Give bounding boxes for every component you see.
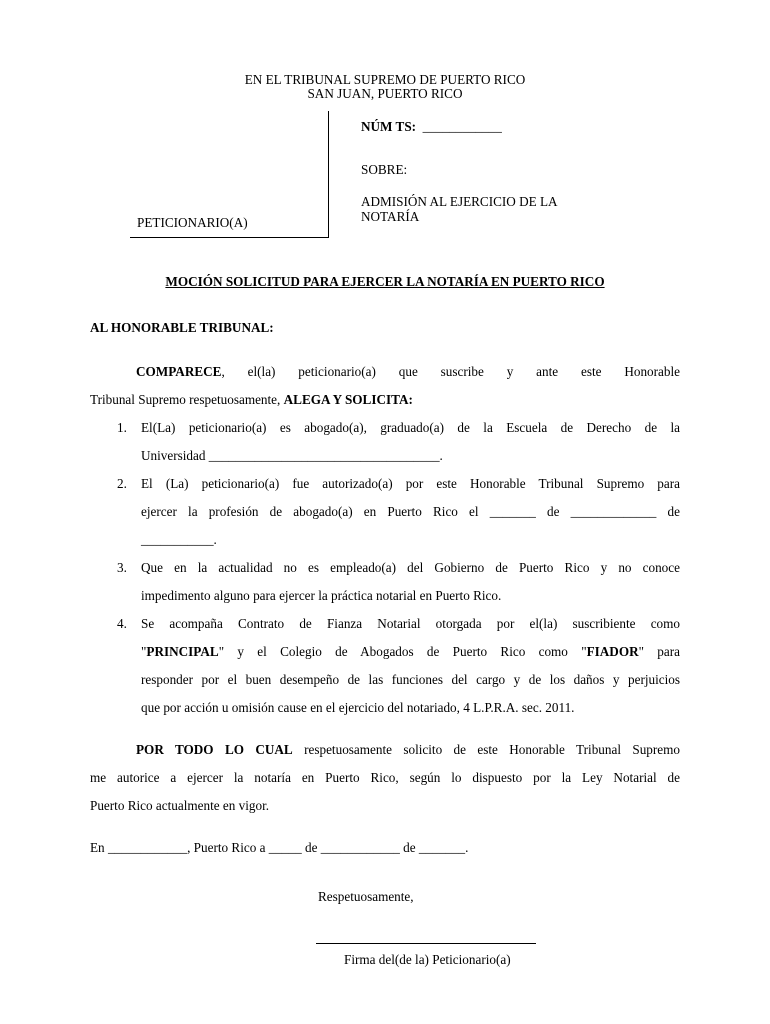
- respectfully: Respetuosamente,: [318, 889, 414, 904]
- item-4-line-3: responder por el buen desempeño de las funciones del cargo y de los daños y perjuicios: [141, 672, 680, 687]
- caption-vertical-divider: [328, 111, 329, 238]
- item-1-number: 1.: [117, 420, 127, 435]
- court-name: EN EL TRIBUNAL SUPREMO DE PUERTO RICO: [244, 72, 526, 87]
- intro-line-2-bold: ALEGA Y SOLICITA:: [283, 392, 413, 407]
- item-3-number: 3.: [117, 560, 127, 575]
- item-1-line-2: Universidad ___________________________________.: [141, 448, 443, 463]
- fiador-term: FIADOR: [586, 644, 639, 659]
- item-3-line-2: impedimento alguno para ejercer la práctica notarial en Puerto Rico.: [141, 588, 502, 603]
- item-2-line-2: ejercer la profesión de abogado(a) en Puerto Rico el _______ de _____________ de: [141, 504, 680, 519]
- caption-horizontal-divider: [130, 237, 329, 238]
- item-2-number: 2.: [117, 476, 127, 491]
- intro-line-2: [90, 392, 413, 408]
- subject-line-2: NOTARÍA: [361, 209, 420, 224]
- salutation: AL HONORABLE TRIBUNAL:: [90, 320, 274, 335]
- case-number-blank: ____________: [422, 119, 502, 134]
- item-4-number: 4.: [117, 616, 127, 631]
- item-4-line-2: [141, 644, 680, 660]
- closing-line-3: Puerto Rico actualmente en vigor.: [90, 798, 270, 813]
- item-4-line-1: Se acompaña Contrato de Fianza Notarial otorgada por el(la) suscribiente como: [141, 616, 680, 631]
- intro-line-1-text: , el(la) peticionario(a) que suscribe y ante este Honorable: [221, 364, 680, 379]
- item-4-line-2-end: " para: [638, 644, 680, 659]
- intro-bold: COMPARECE: [136, 364, 222, 379]
- case-number: [361, 119, 502, 135]
- item-2-line-3: ___________.: [141, 532, 217, 547]
- item-3-line-1: Que en la actualidad no es empleado(a) del Gobierno de Puerto Rico y no conoce: [141, 560, 680, 575]
- intro-line-1: [90, 364, 680, 380]
- item-2-line-1: El (La) peticionario(a) fue autorizado(a) por este Honorable Tribunal Supremo para: [141, 476, 680, 491]
- document-title-text: MOCIÓN SOLICITUD PARA EJERCER LA NOTARÍA EN PUERTO RICO: [165, 274, 605, 289]
- item-4-line-4: que por acción u omisión cause en el ejercicio del notariado, 4 L.P.R.A. sec. 2011.: [141, 700, 575, 715]
- sobre-label: SOBRE:: [361, 162, 408, 177]
- signature-line: [316, 943, 536, 944]
- item-1-line-1: El(La) peticionario(a) es abogado(a), graduado(a) de la Escuela de Derecho de la: [141, 420, 680, 435]
- quote-open: ": [141, 644, 147, 659]
- principal-term: PRINCIPAL: [146, 644, 219, 659]
- signature-label: Firma del(de la) Peticionario(a): [344, 952, 511, 967]
- petitioner-party-label: PETICIONARIO(A): [137, 215, 248, 230]
- closing-line-1-text: respetuosamente solicito de este Honorable Tribunal Supremo: [292, 742, 680, 757]
- intro-line-2-text: Tribunal Supremo respetuosamente,: [90, 392, 284, 407]
- closing-bold: POR TODO LO CUAL: [136, 742, 293, 757]
- document-title: [0, 274, 770, 290]
- item-4-line-2-mid: " y el Colegio de Abogados de Puerto Rico como ": [218, 644, 587, 659]
- court-city: SAN JUAN, PUERTO RICO: [307, 86, 463, 101]
- place-date-line: En ____________, Puerto Rico a _____ de ____________ de _______.: [90, 840, 469, 855]
- subject-line-1: ADMISIÓN AL EJERCICIO DE LA: [361, 194, 558, 209]
- closing-line-2: me autorice a ejercer la notaría en Puerto Rico, según lo dispuesto por la Ley Notarial de: [90, 770, 680, 785]
- case-number-label: NÚM TS:: [361, 119, 417, 134]
- closing-line-1: [90, 742, 680, 758]
